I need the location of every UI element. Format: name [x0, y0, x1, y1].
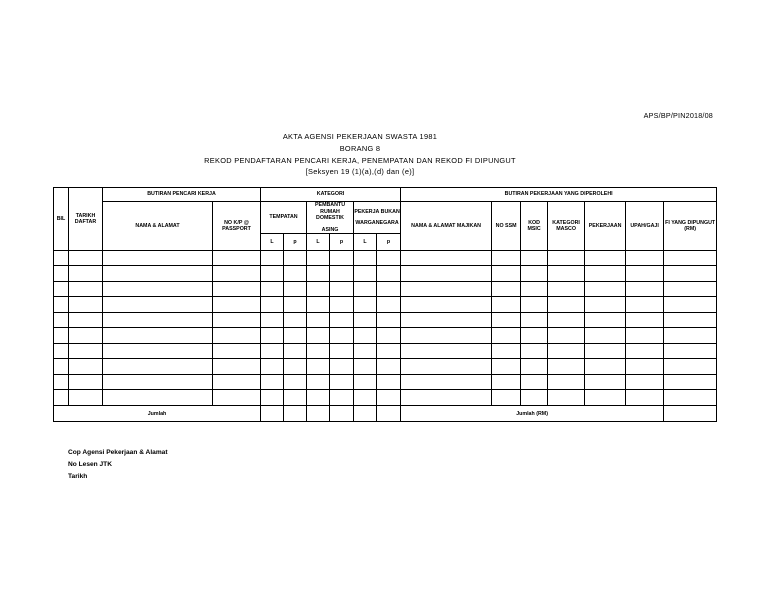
table-row [54, 282, 717, 297]
table-cell[interactable] [213, 359, 261, 375]
table-cell[interactable] [492, 251, 521, 266]
table-cell[interactable] [284, 344, 307, 359]
table-cell[interactable] [54, 359, 69, 375]
table-cell[interactable] [377, 266, 401, 282]
table-cell[interactable] [354, 266, 377, 282]
table-cell[interactable] [307, 375, 330, 390]
table-cell[interactable] [54, 313, 69, 328]
table-cell[interactable] [103, 251, 213, 266]
table-cell[interactable] [377, 359, 401, 375]
table-cell[interactable] [261, 328, 284, 344]
total-cell[interactable] [354, 406, 377, 422]
table-cell[interactable] [330, 297, 354, 313]
table-cell[interactable] [213, 328, 261, 344]
table-cell[interactable] [354, 251, 377, 266]
table-cell[interactable] [492, 344, 521, 359]
header-pembantu-rumah [307, 202, 354, 234]
table-cell[interactable] [69, 297, 103, 313]
table-cell[interactable] [521, 251, 548, 266]
table-cell[interactable] [548, 390, 585, 406]
total-cell[interactable] [261, 406, 284, 422]
table-cell[interactable] [521, 313, 548, 328]
table-cell[interactable] [401, 282, 492, 297]
table-cell[interactable] [548, 266, 585, 282]
table-cell[interactable] [585, 359, 626, 375]
table-cell[interactable] [548, 344, 585, 359]
table-cell[interactable] [330, 313, 354, 328]
table-row [54, 328, 717, 344]
table-cell[interactable] [307, 344, 330, 359]
agency-stamp-label: Cop Agensi Pekerjaan & Alamat [68, 449, 168, 456]
header-upah-gaji: UPAH/GAJI [626, 202, 664, 251]
table-cell[interactable] [330, 390, 354, 406]
table-cell[interactable] [261, 344, 284, 359]
header-butiran-pekerjaan: BUTIRAN PEKERJAAN YANG DIPEROLEHI [401, 188, 717, 202]
table-cell[interactable] [548, 375, 585, 390]
header-pekerja-p: p [377, 234, 401, 251]
header-pembantu-l: L [307, 234, 330, 251]
table-cell[interactable] [261, 266, 284, 282]
table-cell[interactable] [330, 282, 354, 297]
table-cell[interactable] [213, 297, 261, 313]
table-cell[interactable] [307, 297, 330, 313]
table-cell[interactable] [307, 251, 330, 266]
table-cell[interactable] [626, 375, 664, 390]
table-cell[interactable] [330, 359, 354, 375]
table-cell[interactable] [548, 328, 585, 344]
table-cell[interactable] [213, 313, 261, 328]
header-kod-msic: KOD MSIC [521, 202, 548, 251]
table-cell[interactable] [492, 328, 521, 344]
table-cell[interactable] [103, 282, 213, 297]
header-nama-majikan: NAMA & ALAMAT MAJIKAN [401, 202, 492, 251]
form-number: BORANG 8 [339, 144, 381, 153]
table-cell[interactable] [401, 313, 492, 328]
table-cell[interactable] [521, 359, 548, 375]
table-cell[interactable] [377, 375, 401, 390]
table-cell[interactable] [548, 313, 585, 328]
table-cell[interactable] [307, 282, 330, 297]
total-cell[interactable] [330, 406, 354, 422]
table-cell[interactable] [626, 328, 664, 344]
header-pembantu-p: p [330, 234, 354, 251]
table-cell[interactable] [626, 390, 664, 406]
table-cell[interactable] [284, 251, 307, 266]
header-no-ssm: NO SSM [492, 202, 521, 251]
table-row [54, 390, 717, 406]
table-cell[interactable] [664, 251, 717, 266]
table-cell[interactable] [69, 251, 103, 266]
table-cell[interactable] [585, 266, 626, 282]
table-cell[interactable] [377, 282, 401, 297]
table-cell[interactable] [401, 297, 492, 313]
table-cell[interactable] [261, 297, 284, 313]
table-cell[interactable] [69, 359, 103, 375]
pembantu-line-2: ASING [321, 226, 339, 233]
table-cell[interactable] [377, 390, 401, 406]
table-cell[interactable] [492, 266, 521, 282]
table-cell[interactable] [585, 282, 626, 297]
table-cell[interactable] [492, 359, 521, 375]
table-cell[interactable] [213, 390, 261, 406]
table-cell[interactable] [354, 313, 377, 328]
table-cell[interactable] [284, 266, 307, 282]
table-cell[interactable] [626, 297, 664, 313]
table-cell[interactable] [521, 282, 548, 297]
table-cell[interactable] [548, 297, 585, 313]
table-cell[interactable] [377, 251, 401, 266]
table-cell[interactable] [213, 282, 261, 297]
table-cell[interactable] [330, 344, 354, 359]
table-cell[interactable] [284, 313, 307, 328]
section-reference: [Seksyen 19 (1)(a),(d) dan (e)] [305, 167, 415, 176]
table-cell[interactable] [261, 390, 284, 406]
table-row [54, 251, 717, 266]
table-cell[interactable] [521, 390, 548, 406]
table-cell[interactable] [664, 344, 717, 359]
table-row [54, 375, 717, 390]
table-cell[interactable] [69, 313, 103, 328]
table-cell[interactable] [401, 251, 492, 266]
table-cell[interactable] [213, 375, 261, 390]
table-cell[interactable] [54, 266, 69, 282]
license-number-label: No Lesen JTK [68, 461, 112, 468]
table-cell[interactable] [401, 390, 492, 406]
header-no-kp-passport: NO K/P @ PASSPORT [213, 202, 261, 251]
table-cell[interactable] [626, 282, 664, 297]
table-cell[interactable] [664, 266, 717, 282]
table-cell[interactable] [284, 282, 307, 297]
table-cell[interactable] [521, 328, 548, 344]
table-cell[interactable] [103, 266, 213, 282]
table-cell[interactable] [261, 313, 284, 328]
pekerja-line-2: WARGANEGARA [355, 220, 399, 227]
table-cell[interactable] [377, 328, 401, 344]
registration-table [53, 187, 717, 422]
total-fi-cell[interactable] [664, 406, 717, 422]
header-butiran-pencari-kerja: BUTIRAN PENCARI KERJA [103, 188, 261, 202]
pekerja-line-1: PEKERJA BUKAN [354, 208, 400, 215]
jumlah-label: Jumlah [54, 406, 261, 422]
header-tarikh-daftar: TARIKH DAFTAR [69, 188, 103, 251]
table-cell[interactable] [103, 359, 213, 375]
table-cell[interactable] [284, 375, 307, 390]
table-cell[interactable] [548, 359, 585, 375]
header-fi-dipungut: FI YANG DIPUNGUT (RM) [664, 202, 717, 251]
table-cell[interactable] [401, 328, 492, 344]
table-cell[interactable] [284, 328, 307, 344]
table-cell[interactable] [626, 344, 664, 359]
total-row [54, 406, 717, 422]
table-cell[interactable] [664, 328, 717, 344]
table-cell[interactable] [261, 375, 284, 390]
table-cell[interactable] [307, 390, 330, 406]
header-bil: BIL [54, 188, 69, 251]
table-cell[interactable] [307, 328, 330, 344]
table-cell[interactable] [307, 266, 330, 282]
table-cell[interactable] [401, 344, 492, 359]
table-cell[interactable] [664, 282, 717, 297]
table-cell[interactable] [213, 344, 261, 359]
table-cell[interactable] [377, 344, 401, 359]
table-cell[interactable] [354, 297, 377, 313]
table-cell[interactable] [521, 344, 548, 359]
table-cell[interactable] [354, 375, 377, 390]
table-cell[interactable] [307, 359, 330, 375]
table-cell[interactable] [69, 328, 103, 344]
table-row [54, 359, 717, 375]
table-cell[interactable] [585, 328, 626, 344]
header-nama-alamat: NAMA & ALAMAT [103, 202, 213, 251]
header-kategori-masco: KATEGORI MASCO [548, 202, 585, 251]
table-cell[interactable] [54, 375, 69, 390]
total-cell[interactable] [377, 406, 401, 422]
table-cell[interactable] [585, 313, 626, 328]
table-cell[interactable] [492, 313, 521, 328]
table-cell[interactable] [54, 390, 69, 406]
table-cell[interactable] [664, 375, 717, 390]
table-cell[interactable] [401, 375, 492, 390]
table-cell[interactable] [626, 251, 664, 266]
pembantu-line-1: PEMBANTU RUMAH DOMESTIK [315, 202, 346, 222]
table-cell[interactable] [69, 390, 103, 406]
table-cell[interactable] [261, 251, 284, 266]
table-cell[interactable] [521, 266, 548, 282]
table-cell[interactable] [664, 313, 717, 328]
table-cell[interactable] [69, 375, 103, 390]
table-cell[interactable] [521, 297, 548, 313]
header-tempatan: TEMPATAN [261, 202, 307, 234]
table-cell[interactable] [548, 282, 585, 297]
table-cell[interactable] [664, 359, 717, 375]
table-cell[interactable] [54, 297, 69, 313]
table-cell[interactable] [401, 359, 492, 375]
table-cell[interactable] [492, 297, 521, 313]
table-cell[interactable] [377, 313, 401, 328]
table-cell[interactable] [54, 344, 69, 359]
table-cell[interactable] [354, 390, 377, 406]
table-row [54, 344, 717, 359]
table-cell[interactable] [585, 375, 626, 390]
table-cell[interactable] [548, 251, 585, 266]
header-pekerja-bukan-warganegara [354, 202, 401, 234]
table-cell[interactable] [284, 390, 307, 406]
header-pekerjaan: PEKERJAAN [585, 202, 626, 251]
table-cell[interactable] [69, 282, 103, 297]
table-cell[interactable] [261, 282, 284, 297]
table-cell[interactable] [585, 251, 626, 266]
table-cell[interactable] [54, 251, 69, 266]
table-cell[interactable] [354, 282, 377, 297]
table-cell[interactable] [354, 359, 377, 375]
table-cell[interactable] [585, 344, 626, 359]
header-kategori: KATEGORI [261, 188, 401, 202]
act-title: AKTA AGENSI PEKERJAAN SWASTA 1981 [282, 132, 438, 141]
table-cell[interactable] [307, 313, 330, 328]
table-cell[interactable] [664, 390, 717, 406]
table-cell[interactable] [103, 344, 213, 359]
table-row [54, 297, 717, 313]
table-cell[interactable] [330, 375, 354, 390]
table-cell[interactable] [103, 313, 213, 328]
table-cell[interactable] [401, 266, 492, 282]
table-cell[interactable] [103, 390, 213, 406]
table-cell[interactable] [284, 297, 307, 313]
table-cell[interactable] [354, 344, 377, 359]
table-cell[interactable] [492, 390, 521, 406]
date-label: Tarikh [68, 473, 88, 480]
header-pekerja-l: L [354, 234, 377, 251]
table-cell[interactable] [521, 375, 548, 390]
table-cell[interactable] [69, 266, 103, 282]
table-cell[interactable] [284, 359, 307, 375]
table-cell[interactable] [54, 328, 69, 344]
header-tempatan-p: p [284, 234, 307, 251]
table-cell[interactable] [261, 359, 284, 375]
table-cell[interactable] [69, 344, 103, 359]
table-cell[interactable] [354, 328, 377, 344]
table-row [54, 266, 717, 282]
table-cell[interactable] [585, 297, 626, 313]
table-cell[interactable] [213, 266, 261, 282]
header-tempatan-l: L [261, 234, 284, 251]
table-cell[interactable] [492, 282, 521, 297]
table-cell[interactable] [103, 328, 213, 344]
table-cell[interactable] [54, 282, 69, 297]
table-cell[interactable] [103, 297, 213, 313]
table-cell[interactable] [103, 375, 213, 390]
table-cell[interactable] [585, 390, 626, 406]
total-cell[interactable] [307, 406, 330, 422]
form-title: REKOD PENDAFTARAN PENCARI KERJA, PENEMPATAN DAN REKOD FI DIPUNGUT [204, 156, 516, 165]
table-cell[interactable] [626, 359, 664, 375]
table-cell[interactable] [377, 297, 401, 313]
table-cell[interactable] [330, 251, 354, 266]
table-cell[interactable] [213, 251, 261, 266]
jumlah-rm-label: Jumlah (RM) [401, 406, 664, 422]
table-cell[interactable] [330, 266, 354, 282]
table-cell[interactable] [664, 297, 717, 313]
table-cell[interactable] [626, 266, 664, 282]
total-cell[interactable] [284, 406, 307, 422]
table-cell[interactable] [492, 375, 521, 390]
table-cell[interactable] [626, 313, 664, 328]
table-row [54, 313, 717, 328]
table-cell[interactable] [330, 328, 354, 344]
form-reference-code: APS/BP/PIN2018/08 [643, 111, 713, 120]
